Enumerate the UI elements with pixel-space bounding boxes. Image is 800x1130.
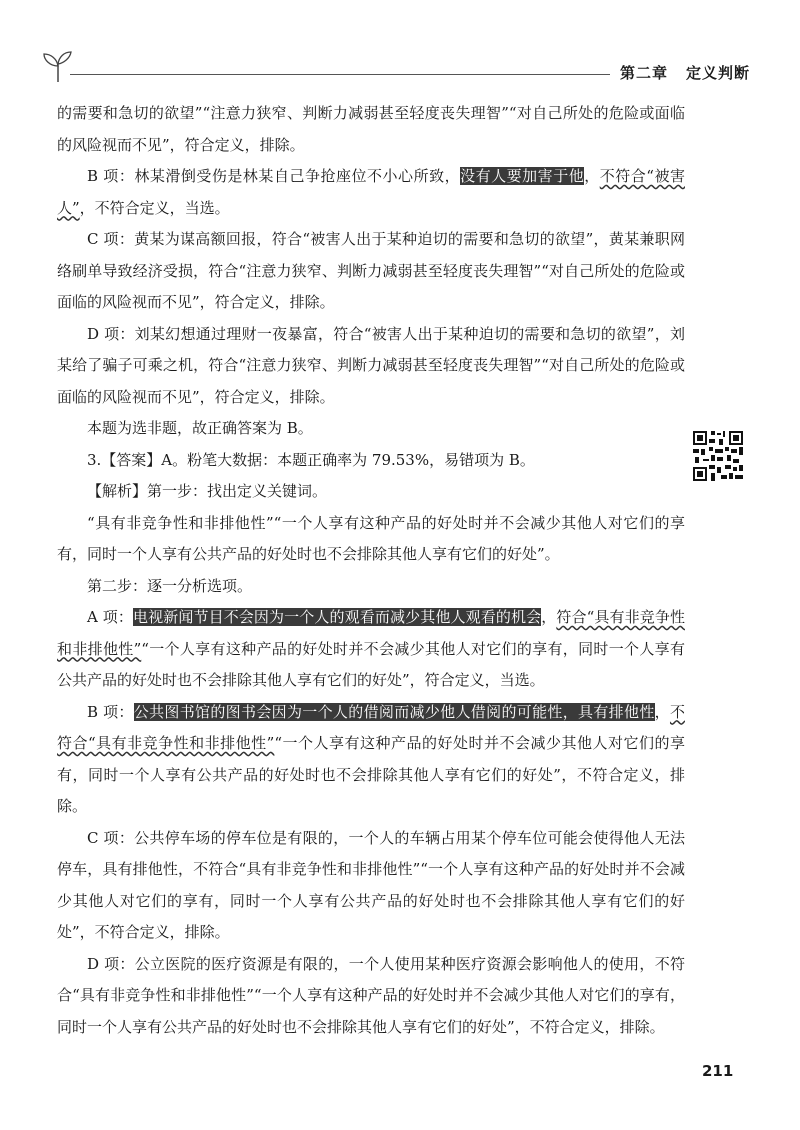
- paragraph-option-b: [57, 161, 685, 224]
- text-run: B 项：: [87, 702, 134, 721]
- paragraph-option-d: D 项：刘某幻想通过理财一夜暴富，符合“被害人出于某种迫切的需要和急切的欲望”，刘某给了骗子可乘之机，符合“注意力狭窄、判断力减弱甚至轻度丧失理智”“对自己所处的危险或面临的风险视而不见”，符合定义，排除。: [57, 324, 685, 406]
- text-run: “一个人享有这种产品的好处时并不会减少其他人对它们的享有，同时一个人享有公共产品的好处时也不会排除其他人享有它们的好处”，不符合定义，排除。: [57, 734, 686, 815]
- running-header: [40, 40, 760, 80]
- sprout-icon: [40, 48, 76, 84]
- page-body: [57, 98, 685, 1043]
- text-run: ，: [541, 608, 557, 626]
- text-run: B 项：林某滑倒受伤是林某自己争抢座位不小心所致，: [87, 167, 461, 185]
- paragraph: 的需要和急切的欲望”“注意力狭窄、判断力减弱甚至轻度丧失理智”“对自己所处的危险或面临的风险视而不见”，符合定义，排除。: [57, 104, 685, 154]
- wavy-underline: 不符合“被害人”: [57, 167, 685, 217]
- paragraph-option-a: [57, 602, 685, 697]
- paragraph-step-two: 第二步：逐一分析选项。: [87, 576, 253, 595]
- text-run: ，: [654, 702, 670, 721]
- wavy-underline: 符合“具有非竞争性和非排他性”: [57, 608, 685, 658]
- highlight: 电视新闻节目不会因为一个人的观看而减少其他人观看的机会: [132, 608, 542, 626]
- chapter-label: 第二章: [619, 64, 668, 82]
- paragraph-option-c: C 项：黄某为谋高额回报，符合“被害人出于某种迫切的需要和急切的欲望”，黄某兼职网络刷单导致经济受损，符合“注意力狭窄、判断力减弱甚至轻度丧失理智”“对自己所处的危险或面临的风险视而不见”，符合定义，排除。: [57, 230, 685, 311]
- page-number: 211: [702, 1062, 734, 1080]
- paragraph-definition: “具有非竞争性和非排他性”“一个人享有这种产品的好处时并不会减少其他人对它们的享有，同时一个人享有公共产品的好处时也不会排除其他人享有它们的好处”。: [57, 513, 685, 563]
- text-run: A 项：: [87, 608, 133, 626]
- wavy-underline: 不符合“具有非竞争性和非排他性”: [57, 702, 685, 752]
- paragraph-option-c2: C 项：公共停车场的停车位是有限的，一个人的车辆占用某个停车位可能会使得他人无法停车，具有排他性，不符合“具有非竞争性和非排他性”“一个人享有这种产品的好处时并不会减少其他人对它们的享有，同时一个人享有公共产品的好处时也不会排除其他人享有它们的好处”，不符合定义，排除。: [57, 828, 685, 941]
- paragraph-conclusion: 本题为选非题，故正确答案为 B。: [87, 419, 313, 437]
- paragraph-analysis: 【解析】第一步：找出定义关键词。: [87, 482, 328, 500]
- highlight: 公共图书馆的图书会因为一个人的借阅而减少他人借阅的可能性，具有排他性: [133, 702, 655, 721]
- paragraph-option-d2: D 项：公立医院的医疗资源是有限的，一个人使用某种医疗资源会影响他人的使用，不符合“具有非竞争性和非排他性”“一个人享有这种产品的好处时并不会减少其他人对它们的享有，同时一个人享有公共产品的好处时也不会排除其他人享有它们的好处”，不符合定义，排除。: [57, 954, 685, 1036]
- header-title: [602, 62, 750, 83]
- text-run: “一个人享有这种产品的好处时并不会减少其他人对它们的享有，同时一个人享有公共产品的好处时也不会排除其他人享有它们的好处”，符合定义，当选。: [57, 639, 685, 689]
- section-label: 定义判断: [685, 64, 750, 82]
- text-run: ，不符合定义，当选。: [79, 198, 230, 217]
- header-rule: [70, 74, 610, 75]
- paragraph-option-b2: [57, 697, 685, 823]
- qr-code-icon: [691, 429, 745, 483]
- paragraph-answer: 3.【答案】A。粉笔大数据：本题正确率为 79.53%，易错项为 B。: [87, 450, 535, 469]
- text-run: ，: [584, 167, 600, 185]
- highlight: 没有人要加害于他: [460, 167, 585, 185]
